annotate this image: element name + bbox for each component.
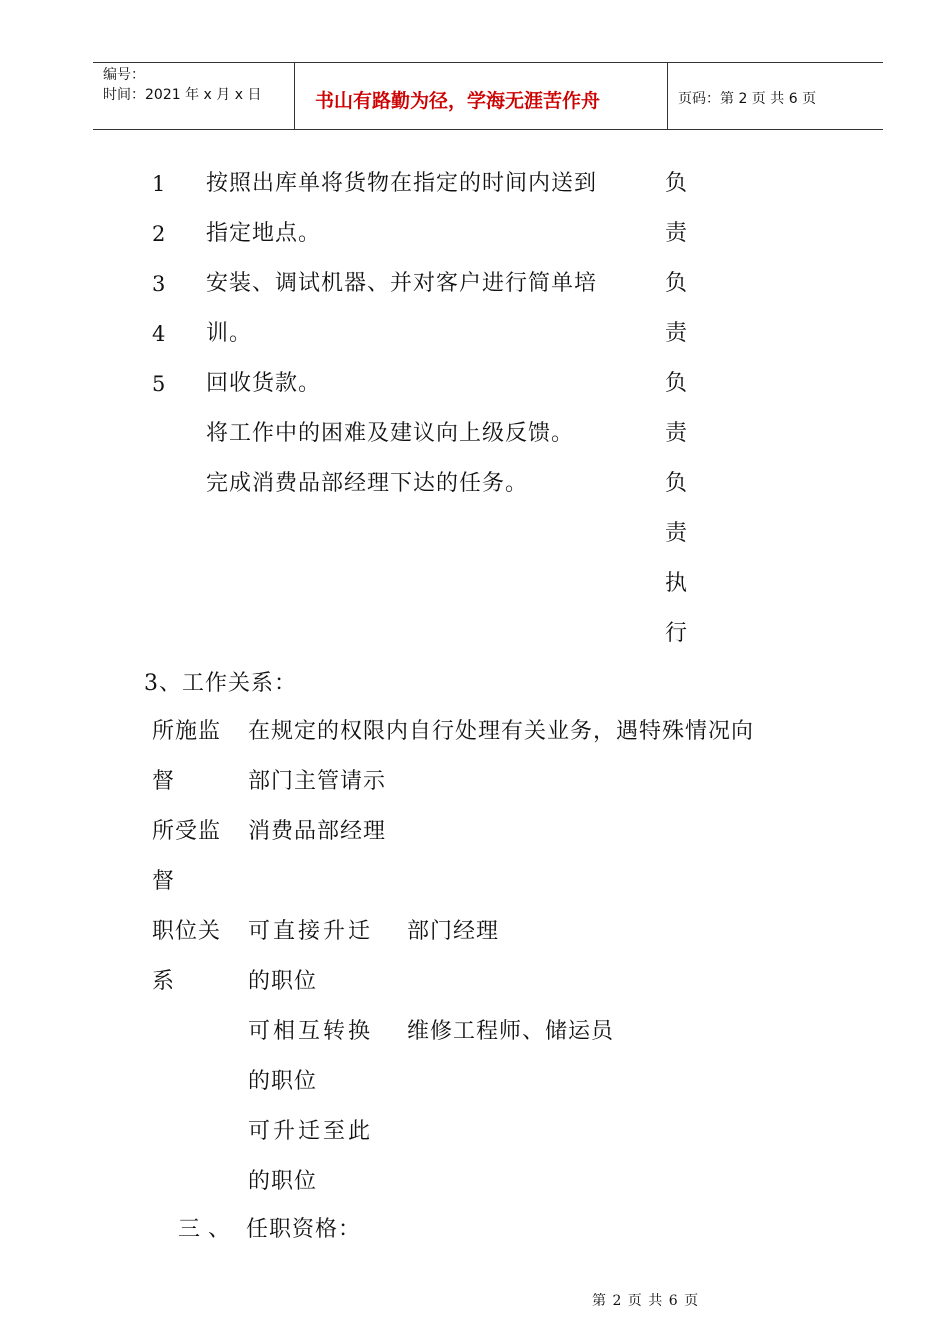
responsibility-char: 负 [665, 471, 688, 496]
footer-page-number: 第 2 页 共 6 页 [592, 1293, 700, 1309]
duty-text-line: 训。 [206, 321, 253, 346]
responsibility-char: 负 [665, 371, 688, 396]
position-label: 系 [152, 969, 176, 994]
supervised-label: 所受监 [152, 819, 222, 844]
duty-number: 5 [152, 372, 166, 396]
from-suffix: 的职位 [248, 1169, 318, 1194]
header-divider-right [667, 62, 668, 130]
header-number-label: 编号： [103, 67, 145, 83]
duty-number: 4 [152, 322, 166, 346]
header-divider-left [294, 62, 295, 130]
duty-text-line: 按照出库单将货物在指定的时间内送到 [206, 171, 598, 196]
duty-number: 2 [152, 222, 166, 246]
responsibility-char: 责 [665, 321, 688, 346]
duty-text-line: 指定地点。 [206, 221, 322, 246]
duty-text-line: 安装、调试机器、并对客户进行简单培 [206, 271, 598, 296]
supervised-label: 督 [152, 869, 176, 894]
duty-number: 1 [152, 172, 166, 196]
responsibility-char: 责 [665, 221, 688, 246]
qualifications-number: 三、 [178, 1217, 239, 1242]
relations-heading: 3、工作关系： [144, 671, 297, 696]
promote-target: 部门经理 [407, 919, 500, 944]
from-label: 可升迁至此 [248, 1119, 374, 1144]
responsibility-char: 行 [665, 621, 688, 646]
responsibility-char: 负 [665, 271, 688, 296]
duty-text-line: 回收货款。 [206, 371, 322, 396]
position-label: 职位关 [152, 919, 222, 944]
duty-text-line: 将工作中的困难及建议向上级反馈。 [206, 421, 575, 446]
supervise-text: 部门主管请示 [248, 769, 387, 794]
promote-suffix: 的职位 [248, 969, 318, 994]
supervise-text: 在规定的权限内自行处理有关业务，遇特殊情况向 [248, 719, 755, 744]
transfer-suffix: 的职位 [248, 1069, 318, 1094]
responsibility-char: 执 [665, 571, 688, 596]
responsibility-char: 负 [665, 171, 688, 196]
transfer-target: 维修工程师、储运员 [407, 1019, 615, 1044]
supervise-label: 督 [152, 769, 176, 794]
responsibility-char: 责 [665, 421, 688, 446]
transfer-label: 可相互转换 [248, 1019, 374, 1044]
supervised-text: 消费品部经理 [248, 819, 387, 844]
duty-number: 3 [152, 272, 166, 296]
supervise-label: 所施监 [152, 719, 222, 744]
header-motto: 书山有路勤为径，学海无涯苦作舟 [315, 90, 601, 112]
header-page-label: 页码：第 2 页 共 6 页 [678, 91, 817, 107]
header-time-label: 时间：2021 年 x 月 x 日 [103, 87, 262, 103]
responsibility-char: 责 [665, 521, 688, 546]
qualifications-heading: 任职资格： [246, 1217, 362, 1242]
duty-text-line: 完成消费品部经理下达的任务。 [206, 471, 529, 496]
header-top-rule [93, 62, 883, 63]
header-bottom-rule [93, 129, 883, 130]
promote-label: 可直接升迁 [248, 919, 374, 944]
